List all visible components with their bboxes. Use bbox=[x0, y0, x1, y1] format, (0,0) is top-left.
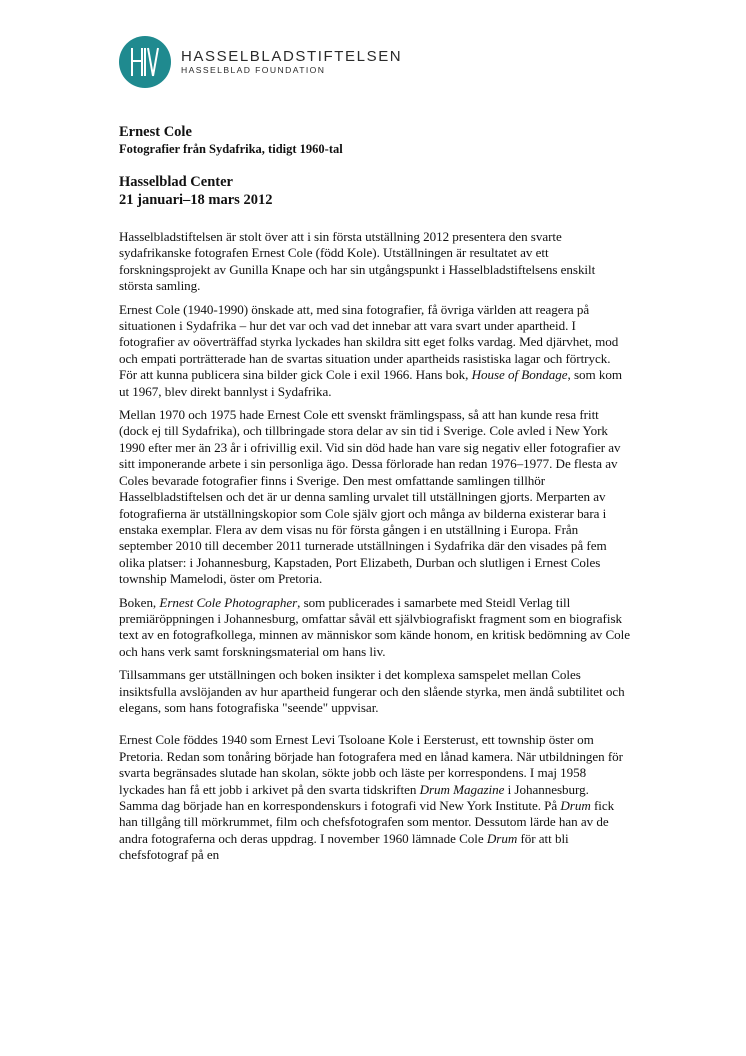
italic-title: Drum Magazine bbox=[419, 781, 505, 797]
paragraph-text: i Johannesburg. Samma dag började han en korrespondenskurs i fotografi vid New York Institute. På bbox=[119, 781, 589, 813]
italic-title: Drum bbox=[486, 830, 518, 846]
document-title: Ernest Cole bbox=[119, 124, 192, 140]
italic-title: Ernest Cole Photographer bbox=[159, 594, 298, 610]
exhibition-info bbox=[119, 173, 631, 209]
paragraph-text: fick han tillgång till mörkrummet, film och chefsfotografen som mentor. Dessutom lärde han av de andra fotograferna och deras uppdrag. I november 1960 lämnade Cole bbox=[119, 798, 615, 846]
italic-title: Drum bbox=[560, 798, 591, 813]
paragraph-text: Ernest Cole föddes 1940 som Ernest Levi Tsoloane Kole i Eersterust, ett township öster om Pretoria. Redan som tonåring började han fotografera med en lånad kamera. När utbildningen för svarta begränsades slutade han skolan, sökte jobb och läste per korrespondens. I maj 1958 lyckades han få ett jobb i arkivet på den svarta tidskriften bbox=[119, 732, 623, 797]
logo-name: HASSELBLADSTIFTELSEN bbox=[181, 48, 403, 65]
paragraph bbox=[119, 667, 631, 716]
hasselblad-monogram-icon bbox=[119, 36, 171, 88]
paragraph bbox=[119, 595, 631, 661]
paragraph-text: Hasselbladstiftelsen är stolt över att i sin första utställning 2012 presentera den svarte sydafrikanske fotografen Ernest Cole (född Kole). Utställningen är resultatet av ett forskningsprojekt av Gunilla Knape och har sin utgångspunkt i Hasselbladstiftelsens enskilt största samling. bbox=[119, 229, 596, 294]
exhibition-dates: 21 januari–18 mars 2012 bbox=[119, 192, 273, 208]
paragraph bbox=[119, 229, 631, 295]
logo-text bbox=[181, 48, 402, 76]
paragraph-text: , som publicerades i samarbete med Steidl Verlag till premiäröppningen i Johannesburg, omfattar såväl ett självbiografiskt fragment som en biografisk text av en fotografkollega, minnen av människor som kände honom, en kritisk bedömning av Cole och hans verk samt forskningsmaterial om hans liv. bbox=[119, 594, 630, 659]
paragraph bbox=[119, 302, 631, 400]
logo-subtitle: HASSELBLAD FOUNDATION bbox=[181, 65, 326, 75]
paragraph-text: Boken, bbox=[119, 594, 160, 610]
venue-name: Hasselblad Center bbox=[119, 174, 233, 190]
paragraph-text: Tillsammans ger utställningen och boken insikter i det komplexa samspelet mellan Coles insiktsfulla avslöjanden av hur apartheid fungerar och den slående styrka, men ändå subtilitet och elegans, som hans fotografiska "seende" uppvisar. bbox=[119, 667, 625, 715]
foundation-logo bbox=[119, 36, 402, 88]
paragraph bbox=[119, 407, 631, 587]
paragraph-text: för att bli chefsfotograf på en bbox=[119, 830, 569, 863]
body-text bbox=[119, 229, 631, 864]
paragraph-text: Mellan 1970 och 1975 hade Ernest Cole ett svenskt främlingspass, så att han kunde resa fritt (dock ej till Sydafrika), och tillbringade stora delar av sin tid i Sverige. Cole avled i New York 1990 efter mer än 23 år i ofrivillig exil. Vid sin död hade han vare sig negativ eller fotografier av sitt imponerande arbete i sin personliga ägo. Dessa förlorade han redan 1976–1977. De flesta av Coles bevarade fotografier finns i Sverige. Den mest omfattande samlingen tillhör Hasselbladstiftelsen och det är ur denna samling urvalet till utställningen gjorts. Merparten av fotografierna är utställningskopior som Cole själv gjort och många av bilderna existerar bara i enstaka exemplar. Flera av dem visas nu för första gången i en utställning i Europa. Från september 2010 till december 2011 turnerade utställningen i Sydafrika där den visades på fem olika platser: i Johannesburg, Kapstaden, Port Elizabeth, Durban och slutligen i Ernest Coles township Mamelodi, öster om Pretoria. bbox=[119, 407, 621, 587]
paragraph-text: , som kom ut 1967, blev direkt bannlyst i Sydafrika. bbox=[119, 367, 622, 399]
italic-title: House of Bondage bbox=[471, 367, 568, 383]
paragraph bbox=[119, 732, 631, 863]
press-release bbox=[119, 124, 631, 871]
document-subtitle: Fotografier från Sydafrika, tidigt 1960-tal bbox=[119, 142, 343, 156]
paragraph-text: Ernest Cole (1940-1990) önskade att, med sina fotografier, få övriga världen att reagera på situationen i Sydafrika – hur det var och vad det innebar att vara svart under apartheid. I fotografier av oöverträffad styrka lyckades han skildra sitt eget folks vardag. Med djärvhet, mod och empati porträtterade han de svartas situation under apartheids rasistiska lagar och förtryck. För att kunna publicera sina bilder gick Cole i exil 1966. Hans bok, bbox=[119, 301, 619, 383]
